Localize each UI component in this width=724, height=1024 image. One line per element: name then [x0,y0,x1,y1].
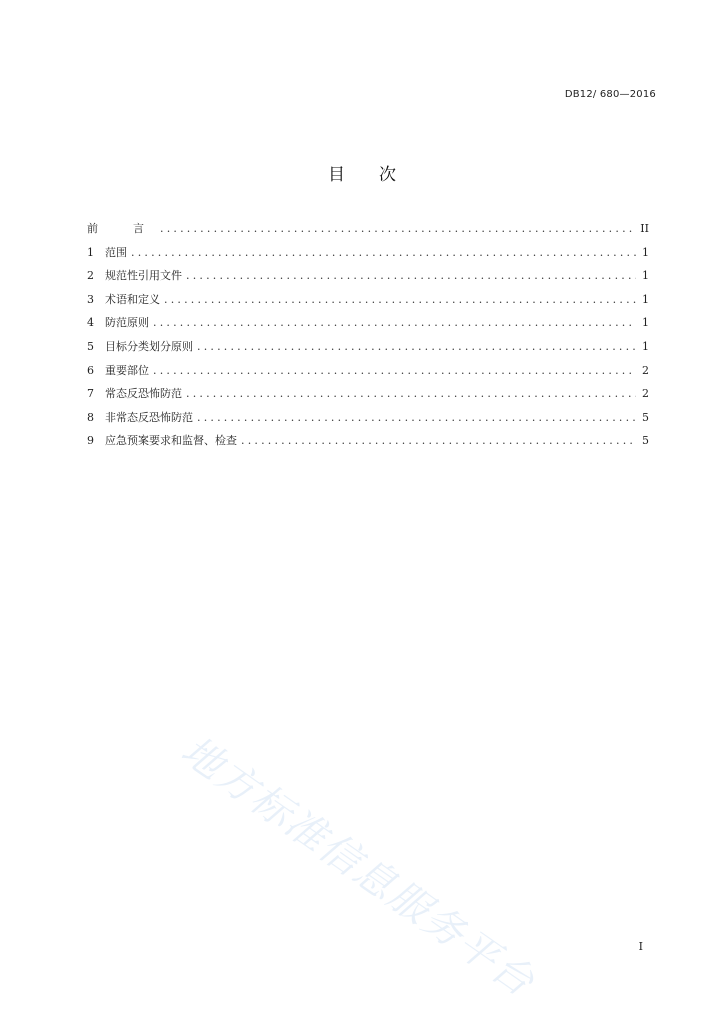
toc-leader [153,361,636,381]
toc-entry-5[interactable] [87,337,649,361]
table-of-contents [87,219,649,455]
toc-page: 2 [642,363,649,377]
toc-entry-2[interactable] [87,266,649,290]
toc-title: 非常态反恐怖防范 [105,410,193,424]
toc-leader [153,313,636,333]
toc-leader [197,408,636,428]
toc-entry-8[interactable] [87,408,649,432]
toc-number: 3 [87,292,94,306]
toc-number: 8 [87,410,94,424]
toc-title: 重要部位 [105,363,149,377]
toc-title: 目标分类划分原则 [105,339,193,353]
toc-number: 6 [87,363,94,377]
page-title: 目 次 [328,165,396,185]
toc-page: 1 [642,269,649,283]
toc-leader [186,266,636,286]
toc-entry-3[interactable] [87,290,649,314]
toc-leader [241,431,636,451]
toc-entry-9[interactable] [87,431,649,455]
toc-number: 5 [87,339,94,353]
toc-number: 9 [87,434,94,448]
watermark: 地方标准信息服务平台 [172,727,544,1007]
toc-entry-foreword[interactable] [87,219,649,243]
toc-title: 规范性引用文件 [105,269,182,283]
toc-page: II [640,222,649,235]
toc-page: 5 [642,410,649,424]
toc-number: 2 [87,269,94,283]
toc-page: 5 [642,434,649,448]
toc-leader [186,384,636,404]
toc-number: 4 [87,316,94,330]
document-code: DB12/ 680—2016 [564,89,656,100]
toc-leader [131,243,636,263]
toc-title: 范围 [105,245,127,259]
toc-entry-7[interactable] [87,384,649,408]
toc-title: 常态反恐怖防范 [105,387,182,401]
toc-number: 7 [87,387,94,401]
toc-title: 前 言 [87,222,156,235]
toc-page: 1 [642,292,649,306]
toc-page: 1 [642,245,649,259]
toc-page: 2 [642,387,649,401]
toc-leader [164,290,636,310]
toc-entry-1[interactable] [87,243,649,267]
toc-title: 应急预案要求和监督、检查 [105,434,237,448]
toc-entry-4[interactable] [87,313,649,337]
toc-page: 1 [642,339,649,353]
toc-number: 1 [87,245,94,259]
toc-leader [197,337,636,357]
toc-title: 术语和定义 [105,292,160,306]
toc-page: 1 [642,316,649,330]
toc-title: 防范原则 [105,316,149,330]
toc-entry-6[interactable] [87,361,649,385]
page-number: I [638,940,643,953]
toc-leader [160,219,635,239]
